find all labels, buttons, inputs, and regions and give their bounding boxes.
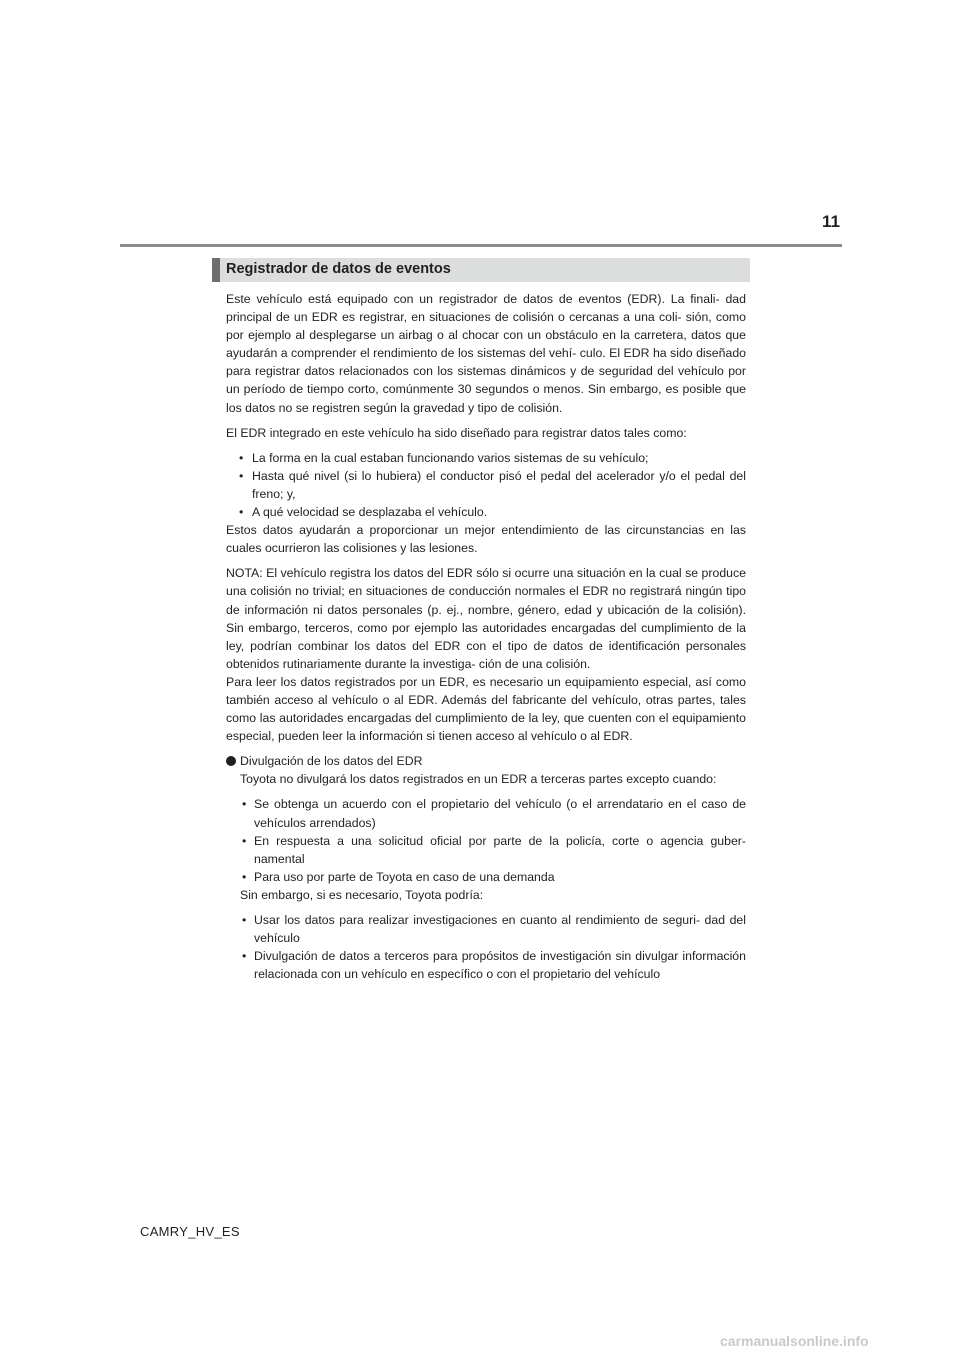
list-item: • Divulgación de datos a terceros para propósitos de investigación sin divulgar información relacionada con un vehículo en específico o con el propietario del vehículo (242, 949, 746, 982)
bullet-icon: • (242, 949, 247, 964)
list-item: • La forma en la cual estaban funcionando varios sistemas de su vehículo; (226, 449, 746, 467)
disclosure-intro: Toyota no divulgará los datos registrados en un EDR a terceras partes excepto cuando: (240, 772, 717, 787)
section-title: Registrador de datos de eventos (226, 261, 451, 277)
disclosure-sub (226, 795, 746, 983)
circle-bullet-icon (226, 756, 236, 766)
bullet-icon: • (242, 913, 247, 927)
disclosure-heading: Divulgación de los datos del EDR (240, 754, 423, 769)
main-content (226, 290, 746, 983)
page-number: 11 (822, 212, 840, 231)
list-item: • Usar los datos para realizar investigaciones en cuanto al rendimiento de seguri- dad del vehículo (242, 913, 746, 946)
however-paragraph: Sin embargo, si es necesario, Toyota podría: (240, 887, 484, 902)
list-item: • Hasta qué nivel (si lo hubiera) el conductor pisó el pedal del acelerador y/o el pedal del freno; y, (239, 468, 746, 501)
after-bullets-paragraph: Estos datos ayudarán a proporcionar un mejor entendimiento de las circunstancias en las cuales ocurrieron las colisiones y las lesiones. (226, 523, 746, 556)
bullet-icon: • (239, 505, 244, 520)
bullet-icon: • (239, 450, 244, 465)
bullet-icon: • (242, 833, 247, 848)
lead-paragraph: El EDR integrado en este vehículo ha sido diseñado para registrar datos tales como: (226, 425, 687, 440)
bullet-icon: • (242, 797, 247, 812)
bullet-icon: • (242, 869, 247, 884)
recorded-data-list (226, 449, 746, 521)
nota-paragraph: NOTA: El vehículo registra los datos del EDR sólo si ocurre una situación en la cual se produce una colisión no trivial; en situaciones de conducción normales el EDR no registrará ningún tipo de información ni datos personales (p. ej., nombre, género, edad y ubicación de la colisión). Sin embargo, terceros, como por ejemplo las autoridades encargadas del cumplimiento de la ley, podrían combinar los datos del EDR con el tipo de datos de identificación personales obtenidos rutinariamente durante la investiga- ción de una colisión. (226, 566, 746, 671)
footer-code: CAMRY_HV_ES (140, 1224, 240, 1239)
bullet-icon: • (239, 468, 244, 483)
section-accent (212, 258, 220, 282)
disclosure-exceptions-list (240, 795, 746, 885)
disclosure-section (226, 752, 746, 788)
watermark: carmanualsonline.info (720, 1333, 869, 1349)
list-item: • En respuesta a una solicitud oficial por parte de la policía, corte o agencia guber- namental (242, 833, 746, 866)
header-rule (120, 244, 842, 247)
toyota-may-list (240, 911, 746, 983)
section-heading-bar (212, 258, 750, 282)
list-item: • Para uso por parte de Toyota en caso de una demanda (240, 868, 746, 886)
intro-paragraph: Este vehículo está equipado con un registrador de datos de eventos (EDR). La finali- dad principal de un EDR es registrar, en situaciones de colisión o cercanas a una coli- sión, como por ejemplo al desplegarse un airbag o al chocar con un obstáculo en la carretera, datos que ayudarán a comprender el rendimiento de los sistemas del vehí- culo. El EDR ha sido diseñado para registrar datos relacionados con los sistemas dinámicos y de seguridad del vehículo por un período de tiempo corto, comúnmente 30 segundos o menos. Sin embargo, es posible que los datos no se registren según la gravedad y tipo de colisión. (226, 292, 746, 415)
reading-paragraph: Para leer los datos registrados por un EDR, es necesario un equipamiento especial, así como también acceso al vehículo o al EDR. Además del fabricante del vehículo, otras partes, tales como las autoridades encargadas del cumplimiento de la ley, que cuenten con el equipamiento especial, pueden leer la información si tienen acceso al vehículo o al EDR. (226, 674, 746, 744)
list-item: • A qué velocidad se desplazaba el vehículo. (226, 503, 746, 521)
list-item: • Se obtenga un acuerdo con el propietario del vehículo (o el arrendatario en el caso de vehículos arrendados) (242, 797, 746, 830)
